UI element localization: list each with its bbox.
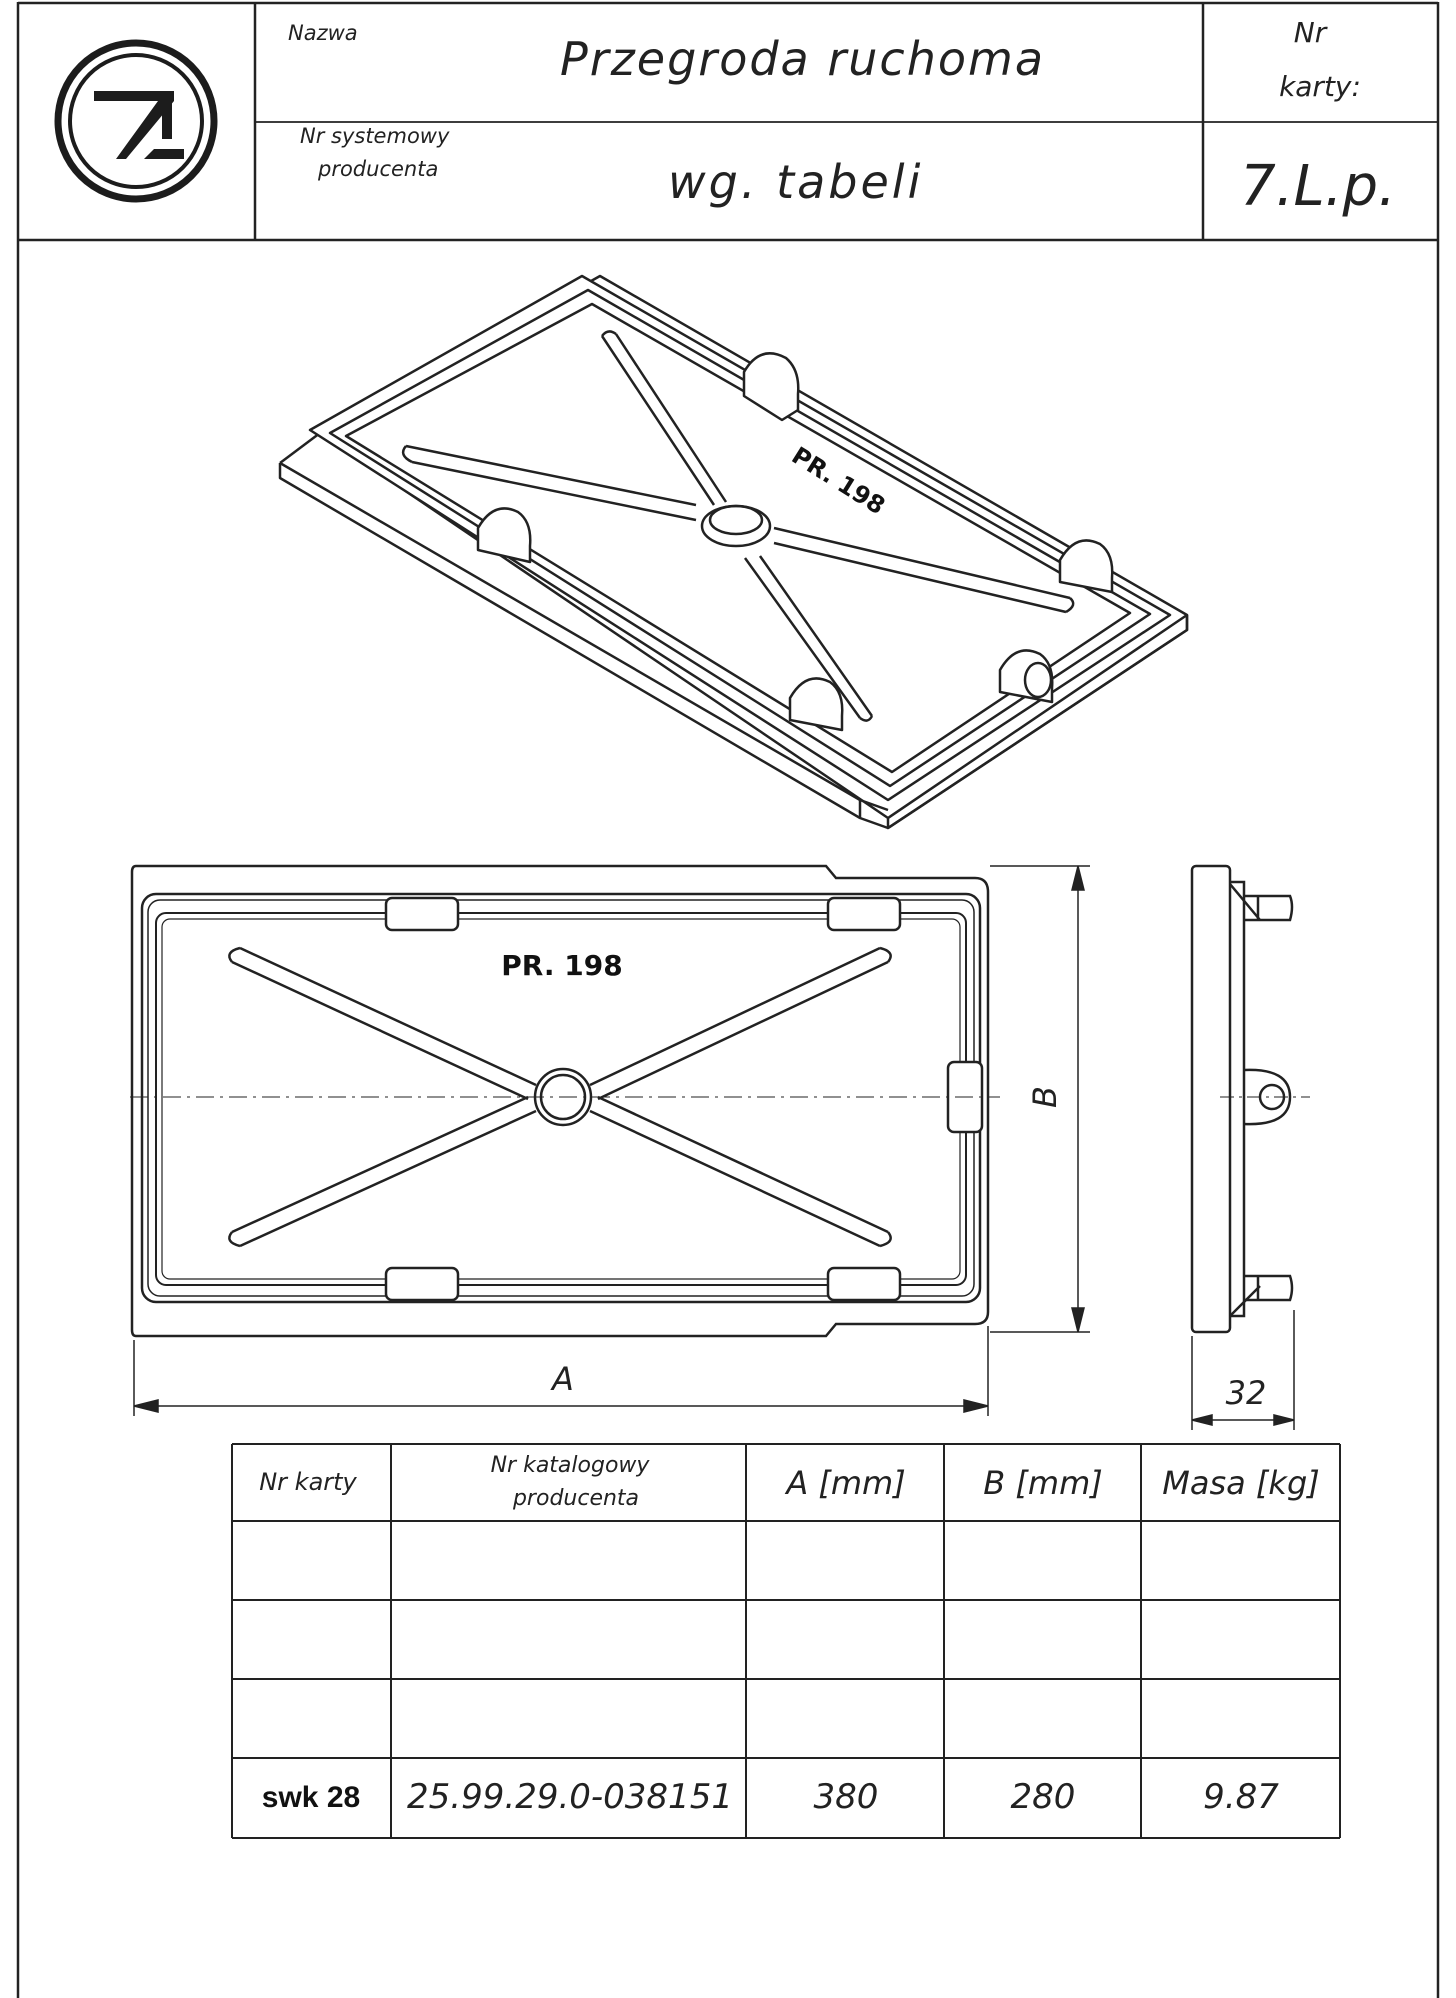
card-no-label-line1: Nr: [1293, 16, 1327, 49]
part-name-value: Przegroda ruchoma: [560, 32, 1046, 86]
zl-logo-icon: [58, 43, 214, 199]
header-b-mm: B [mm]: [983, 1464, 1103, 1502]
iso-part-mark: PR. 198: [786, 441, 890, 521]
system-no-value: wg. tabeli: [668, 155, 924, 209]
system-no-label-line1: Nr systemowy: [300, 124, 450, 148]
cell-catalog-no: 25.99.29.0-038151: [407, 1777, 733, 1817]
dim-a-label: A: [552, 1360, 574, 1398]
dim-thickness-value: 32: [1225, 1374, 1267, 1412]
card-no-label-line2: karty:: [1279, 70, 1361, 103]
isometric-view: [280, 276, 1187, 828]
header-mass-kg: Masa [kg]: [1162, 1464, 1320, 1502]
header-a-mm: A [mm]: [786, 1464, 906, 1502]
name-label: Nazwa: [288, 21, 358, 45]
cell-mass: 9.87: [1203, 1777, 1279, 1817]
plan-part-mark: PR. 198: [501, 949, 623, 982]
cell-b: 280: [1010, 1777, 1076, 1817]
top-view: [130, 866, 1000, 1336]
header-card-no: Nr karty: [259, 1468, 357, 1496]
cell-card-no: swk 28: [261, 1781, 361, 1814]
card-no-value: 7.L.p.: [1240, 154, 1396, 219]
parts-table: [232, 1444, 1340, 1838]
side-view: [1192, 866, 1310, 1332]
dimension-lines: [134, 866, 1294, 1430]
header-catalog-no-line1: Nr katalogowy: [490, 1453, 650, 1478]
header-catalog-no-line2: producenta: [512, 1486, 640, 1511]
system-no-label-line2: producenta: [318, 157, 439, 181]
cell-a: 380: [813, 1777, 879, 1817]
dim-b-label: B: [1026, 1086, 1064, 1108]
